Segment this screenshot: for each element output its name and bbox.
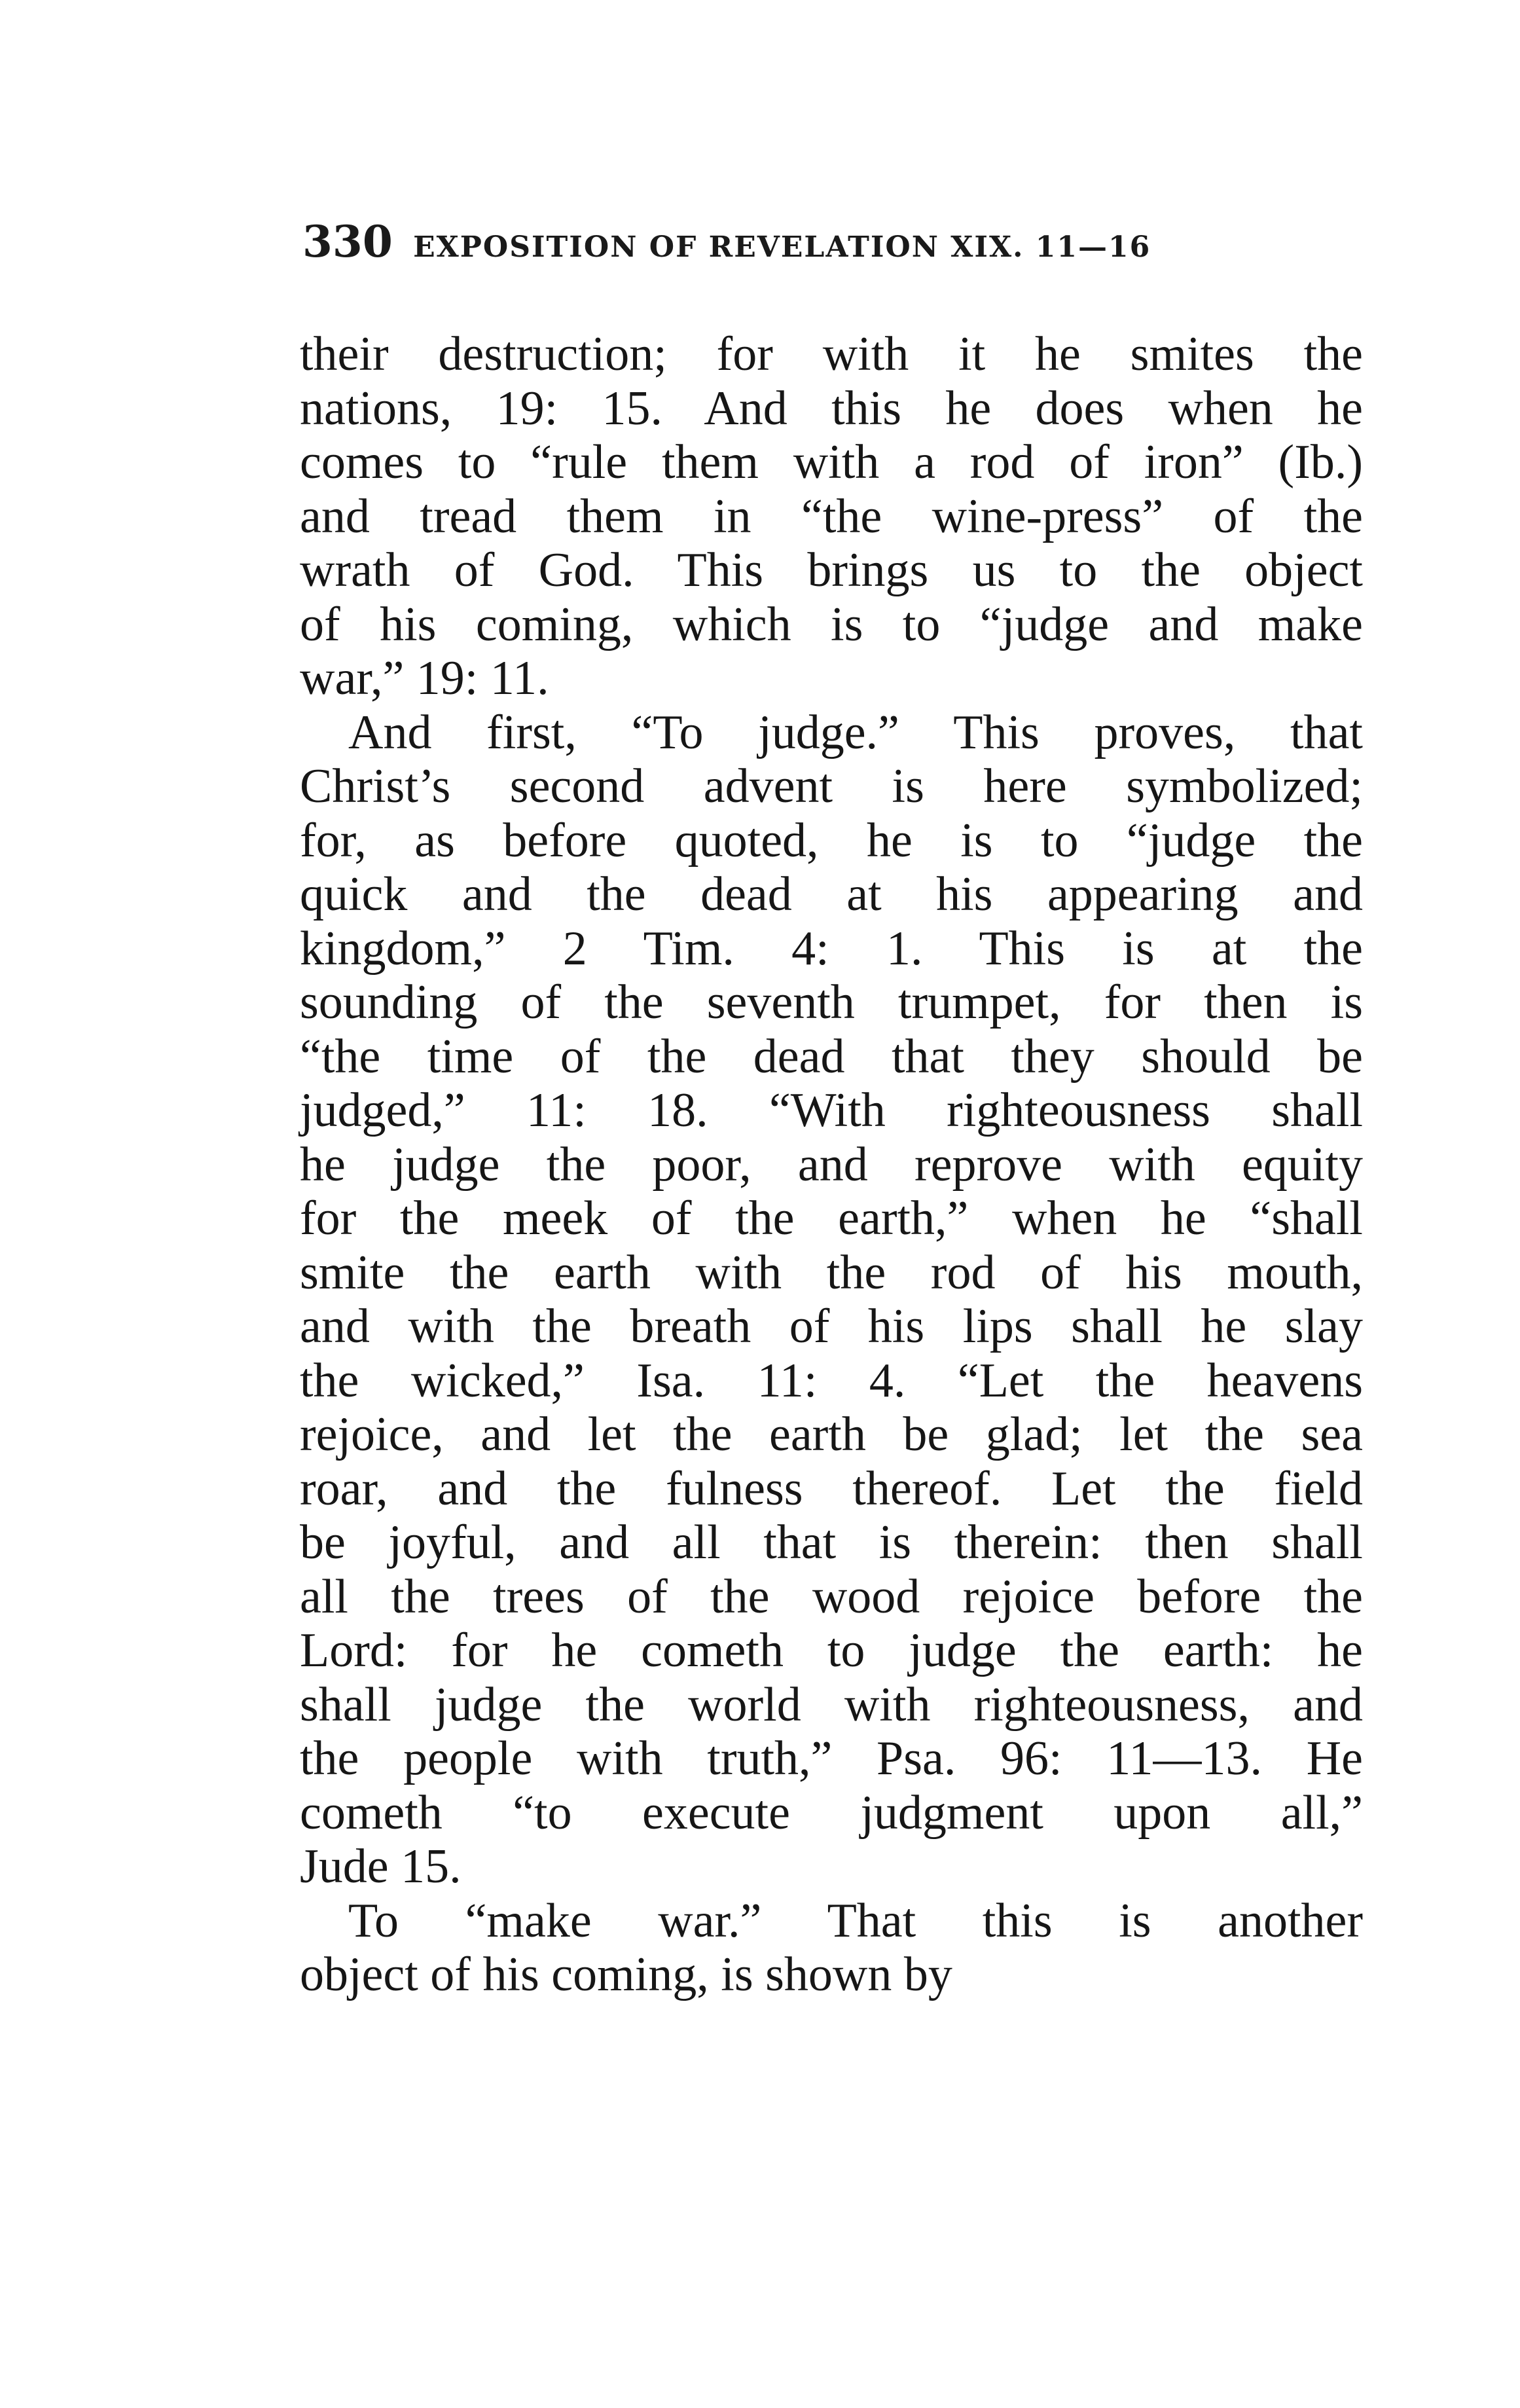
running-head bbox=[302, 216, 1376, 267]
text-line: the people with truth,” Psa. 96: 11—13. He bbox=[300, 1732, 1363, 1785]
text-line: judged,” 11: 18. “With righteousness shall bbox=[300, 1084, 1363, 1137]
text-line: be joyful, and all that is therein: then shall bbox=[300, 1516, 1363, 1569]
text-line: smite the earth with the rod of his mouth, bbox=[300, 1245, 1363, 1300]
text-line: Christ’s second advent is here symbolized; bbox=[300, 759, 1363, 813]
text-line: shall judge the world with righteousness, and bbox=[300, 1677, 1363, 1732]
paragraph-start-line: To “make war.” That this is another bbox=[348, 1893, 1363, 1948]
text-line: war,” 19: 11. bbox=[300, 651, 549, 705]
text-line: “the time of the dead that they should be bbox=[300, 1029, 1363, 1084]
running-title: EXPOSITION OF REVELATION XIX. 11—16 bbox=[413, 230, 1151, 264]
text-line: nations, 19: 15. And this he does when he bbox=[300, 381, 1363, 435]
paragraph-start-line: And first, “To judge.” This proves, that bbox=[348, 705, 1363, 759]
text-line: comes to “rule them with a rod of iron” (Ib.) bbox=[300, 435, 1363, 489]
page-body bbox=[300, 327, 1363, 2002]
text-line: cometh “to execute judgment upon all,” bbox=[300, 1785, 1363, 1840]
text-line: for, as before quoted, he is to “judge the bbox=[300, 813, 1363, 867]
text-line: wrath of God. This brings us to the object bbox=[300, 543, 1363, 597]
text-line: Lord: for he cometh to judge the earth: he bbox=[300, 1624, 1363, 1677]
text-line: quick and the dead at his appearing and bbox=[300, 867, 1363, 921]
text-line: kingdom,” 2 Tim. 4: 1. This is at the bbox=[300, 921, 1363, 976]
text-line: Jude 15. bbox=[300, 1840, 461, 1893]
text-line: of his coming, which is to “judge and make bbox=[300, 597, 1363, 651]
text-line: for the meek of the earth,” when he “shall bbox=[300, 1192, 1363, 1245]
text-line: object of his coming, is shown by bbox=[300, 1948, 952, 2001]
text-line: and with the breath of his lips shall he slay bbox=[300, 1300, 1363, 1353]
text-line: their destruction; for with it he smites the bbox=[300, 327, 1363, 381]
text-line: the wicked,” Isa. 11: 4. “Let the heavens bbox=[300, 1353, 1363, 1408]
page-number: 330 bbox=[302, 216, 393, 267]
text-line: roar, and the fulness thereof. Let the field bbox=[300, 1461, 1363, 1516]
text-line: all the trees of the wood rejoice before the bbox=[300, 1569, 1363, 1624]
text-line: he judge the poor, and reprove with equity bbox=[300, 1137, 1363, 1192]
text-line: rejoice, and let the earth be glad; let the sea bbox=[300, 1408, 1363, 1461]
text-line: sounding of the seventh trumpet, for then is bbox=[300, 976, 1363, 1029]
text-line: and tread them in “the wine-press” of the bbox=[300, 489, 1363, 543]
